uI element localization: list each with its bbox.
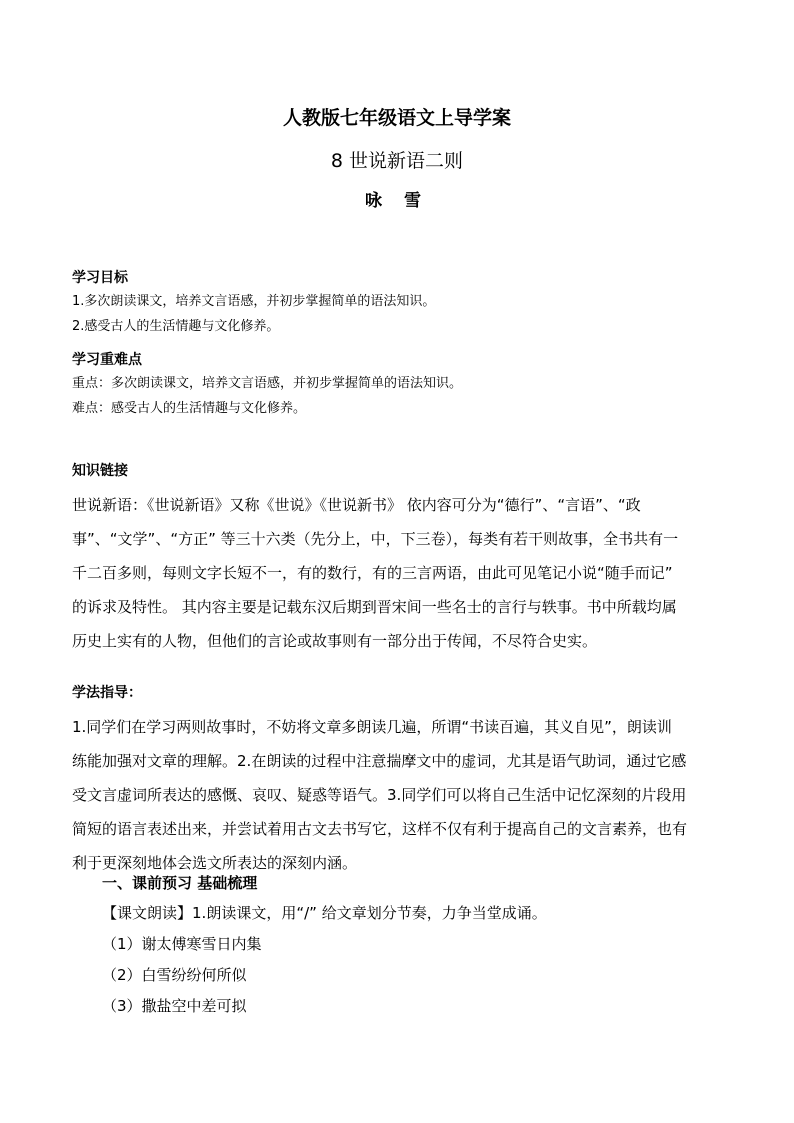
paragraph-line: 世说新语：《世说新语》又称《世说》《世说新书》 依内容可分为“德行”、“言语”、“政 [72,496,641,514]
objective-item: 1.多次朗读课文，培养文言语感，并初步掌握简单的语法知识。 [72,294,436,309]
difficulty-heading: 学习重难点 [72,352,142,368]
method-paragraph [72,710,722,880]
document-title: 人教版七年级语文上导学案 [282,107,511,129]
reading-text: 1.朗读课文，用“/” 给文章划分节奏，力争当堂成诵。 [192,904,547,922]
paragraph-line: 历史上实有的人物，但他们的言论或故事则有一部分出于传闻，不尽符合史实。 [72,632,598,650]
sentence-item: （2）白雪纷纷何所似 [102,966,247,984]
paragraph-line: 简短的语言表述出来，并尝试着用古文去书写它，这样不仅有利于提高自己的文言素养，也有 [72,820,688,838]
paragraph-line: 受文言虚词所表达的感慨、哀叹、疑惑等语气。3.同学们可以将自己生活中记忆深刻的片段用 [72,786,687,804]
lesson-title: 8 世说新语二则 [330,150,464,172]
paragraph-line: 1.同学们在学习两则故事时，不妨将文章多朗读几遍，所谓“书读百遍，其义自见”，朗读训 [72,718,672,736]
paragraph-line: 练能加强对文章的理解。2.在朗读的过程中注意揣摩文中的虚词，尤其是语气助词，通过它感 [72,752,687,770]
sentence-item: （1）谢太傅寒雪日内集 [102,935,262,953]
objectives-heading: 学习目标 [72,270,128,286]
reading-instruction [72,898,722,929]
objective-item: 2.感受古人的生活情趣与文化修养。 [72,319,280,334]
paragraph-line: 利于更深刻地体会选文所表达的深刻内涵。 [72,854,358,872]
knowledge-heading: 知识链接 [72,463,128,479]
knowledge-paragraph [72,488,722,658]
paragraph-line: 的诉求及特性。 其内容主要是记载东汉后期到晋宋间一些名士的言行与轶事。书中所载均属 [72,598,677,616]
lesson-subtitle: 咏 雪 [365,191,429,211]
sentence-item: （3）撒盐空中差可拟 [102,997,247,1015]
preview-heading: 一、课前预习 基础梳理 [102,874,258,892]
method-heading: 学法指导： [72,685,142,701]
knowledge-section [72,460,722,658]
objectives-section [72,267,722,339]
difficulty-item: 难点：感受古人的生活情趣与文化修养。 [72,401,307,416]
reading-label: 【课文朗读】 [102,904,193,922]
paragraph-line: 千二百多则，每则文字长短不一，有的数行，有的三言两语，由此可见笔记小说“随手而记” [72,564,673,582]
paragraph-line: 事”、“文学”、“方正” 等三十六类（先分上，中，下三卷），每类有若干则故事，全书共有一 [72,530,679,548]
difficulty-section [72,349,722,421]
difficulty-item: 重点：多次朗读课文，培养文言语感，并初步掌握简单的语法知识。 [72,376,463,391]
preview-section [72,868,722,1022]
method-section [72,682,722,880]
